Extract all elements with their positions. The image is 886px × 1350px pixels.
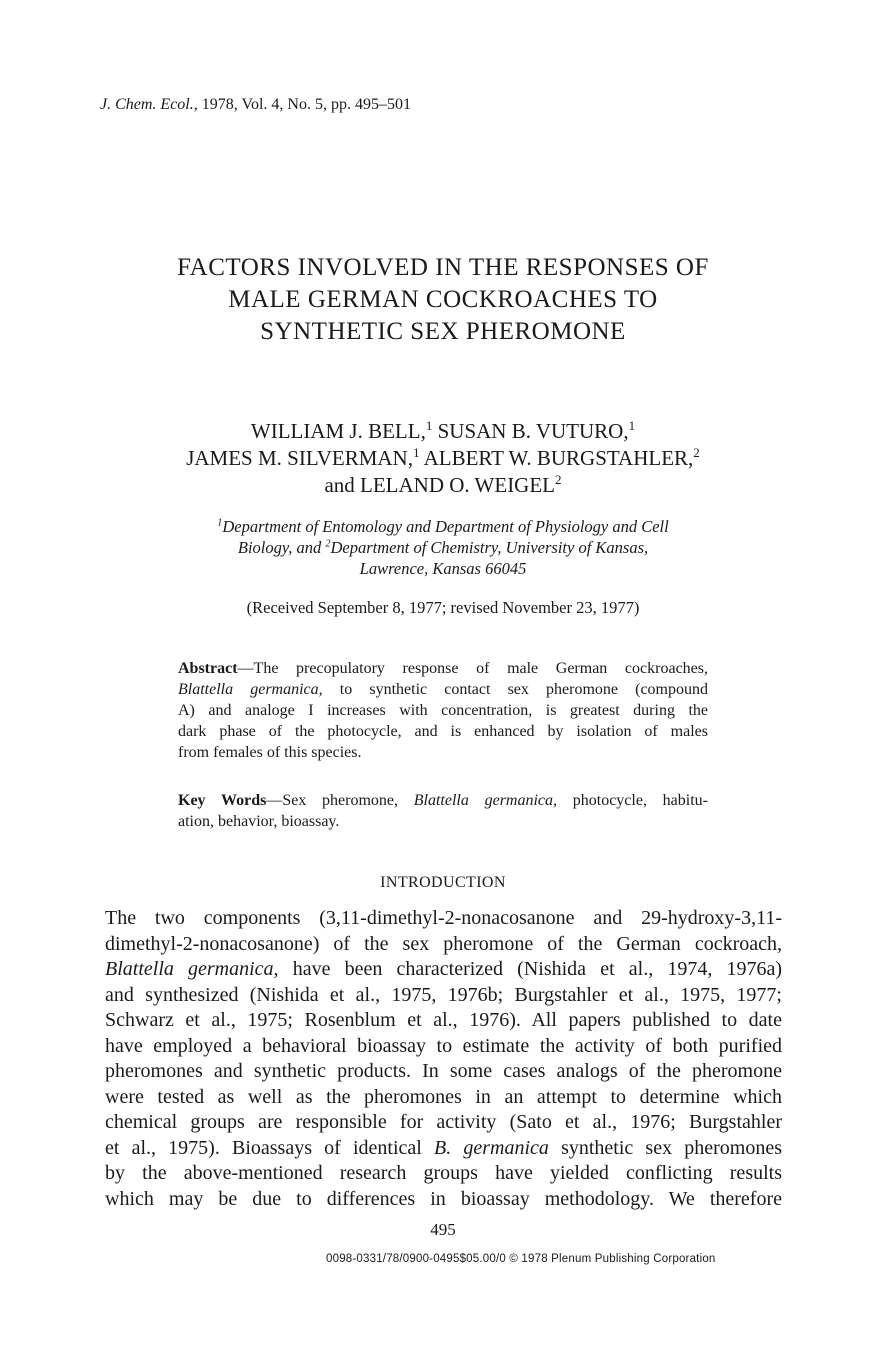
author-name: ALBERT W. BURGSTAHLER, xyxy=(419,446,694,470)
affiliation-marker: 1 xyxy=(425,418,433,433)
keywords-line xyxy=(178,790,708,811)
author-name: and LELAND O. WEIGEL xyxy=(324,473,556,497)
body-line: dimethyl-2-nonacosanone) of the sex pheromone of the German cockroach, xyxy=(105,932,782,955)
abstract-line xyxy=(178,679,708,700)
paper-title xyxy=(0,252,886,348)
species-name: Blattella germanica, xyxy=(178,681,323,698)
body-line: were tested as well as the pheromones in an attempt to determine which xyxy=(105,1085,782,1108)
author-name: JAMES M. SILVERMAN, xyxy=(186,446,413,470)
body-paragraph xyxy=(105,906,782,1212)
body-line: by the above-mentioned research groups have yielded conflicting results xyxy=(105,1162,782,1184)
body-line: Schwarz et al., 1975; Rosenblum et al., 1976). All papers published to date xyxy=(105,1009,782,1031)
author-line xyxy=(0,445,886,472)
abstract-text: —The precopulatory response of male German cockroaches, xyxy=(237,660,708,677)
keywords-line: ation, behavior, bioassay. xyxy=(178,813,340,830)
keywords-label: Key Words xyxy=(178,792,267,809)
body-text: have been characterized (Nishida et al., 1974, 1976a) xyxy=(278,958,782,980)
species-name: Blattella germanica, xyxy=(413,792,558,809)
section-heading: INTRODUCTION xyxy=(380,874,506,891)
abstract xyxy=(178,658,708,763)
body-line: pheromones and synthetic products. In some cases analogs of the pheromone xyxy=(105,1060,782,1082)
keywords-text: —Sex pheromone, xyxy=(266,792,414,809)
body-line xyxy=(105,957,782,983)
species-name: Blattella germanica, xyxy=(105,958,279,980)
affiliation-marker: 2 xyxy=(693,445,700,460)
abstract-line: from females of this species. xyxy=(178,744,362,761)
affiliation-marker: 2 xyxy=(555,472,562,487)
title-line: MALE GERMAN COCKROACHES TO xyxy=(228,286,658,313)
affiliation-marker: 1 xyxy=(628,418,636,433)
body-line: have employed a behavioral bioassay to estimate the activity of both purified xyxy=(105,1034,782,1057)
author-list xyxy=(0,418,886,499)
abstract-text: to synthetic contact sex pheromone (compound xyxy=(322,681,708,698)
body-text: synthetic sex pheromones xyxy=(548,1136,782,1159)
affiliation-text: Biology, and xyxy=(237,538,326,557)
key-words xyxy=(178,790,708,832)
affiliation-marker: 1 xyxy=(412,445,420,460)
journal-volume-pages: , 1978, Vol. 4, No. 5, pp. 495–501 xyxy=(193,96,411,113)
body-line: which may be due to differences in bioassay methodology. We therefore xyxy=(105,1187,782,1210)
affiliation-line xyxy=(0,516,886,537)
title-line: SYNTHETIC SEX PHEROMONE xyxy=(260,318,626,345)
body-text: et al., 1975). Bioassays of identical xyxy=(105,1136,434,1159)
abstract-line: A) and analoge I increases with concentration, is greatest during the xyxy=(178,702,708,719)
author-name: SUSAN B. VUTURO, xyxy=(432,419,629,443)
abstract-line: dark phase of the photocycle, and is enhanced by isolation of males xyxy=(178,723,708,740)
keywords-text: photocycle, habitu- xyxy=(557,792,708,809)
author-line xyxy=(0,418,886,445)
journal-name: J. Chem. Ecol. xyxy=(100,96,194,113)
affiliation-text: Department of Entomology and Department of Physiology and Cell xyxy=(222,517,669,536)
body-line: The two components (3,11-dimethyl-2-nonacosanone and 29-hydroxy-3,11- xyxy=(105,907,782,929)
body-line: chemical groups are responsible for activity (Sato et al., 1976; Burgstahler xyxy=(105,1111,782,1133)
affiliation-marker: 2 xyxy=(325,538,331,550)
copyright-footer: 0098-0331/78/0900-0495$05.00/0 © 1978 Plenum Publishing Corporation xyxy=(326,1253,716,1265)
affiliation-line xyxy=(0,537,886,558)
affiliation-line: Lawrence, Kansas 66045 xyxy=(359,559,527,578)
title-line: FACTORS INVOLVED IN THE RESPONSES OF xyxy=(177,254,709,281)
affiliation-marker: 1 xyxy=(217,517,223,529)
received-dates: (Received September 8, 1977; revised November 23, 1977) xyxy=(246,598,640,617)
affiliations xyxy=(0,516,886,579)
affiliation-text: Department of Chemistry, University of Kansas, xyxy=(330,538,649,557)
journal-citation xyxy=(100,96,411,114)
author-name: WILLIAM J. BELL, xyxy=(250,419,426,443)
body-line: and synthesized (Nishida et al., 1975, 1976b; Burgstahler et al., 1975, 1977; xyxy=(105,983,782,1006)
page-number: 495 xyxy=(430,1220,456,1239)
abstract-line xyxy=(178,658,708,679)
author-line xyxy=(0,472,886,499)
abstract-label: Abstract xyxy=(178,660,238,677)
body-line xyxy=(105,1136,782,1162)
species-name: B. germanica xyxy=(433,1136,549,1159)
